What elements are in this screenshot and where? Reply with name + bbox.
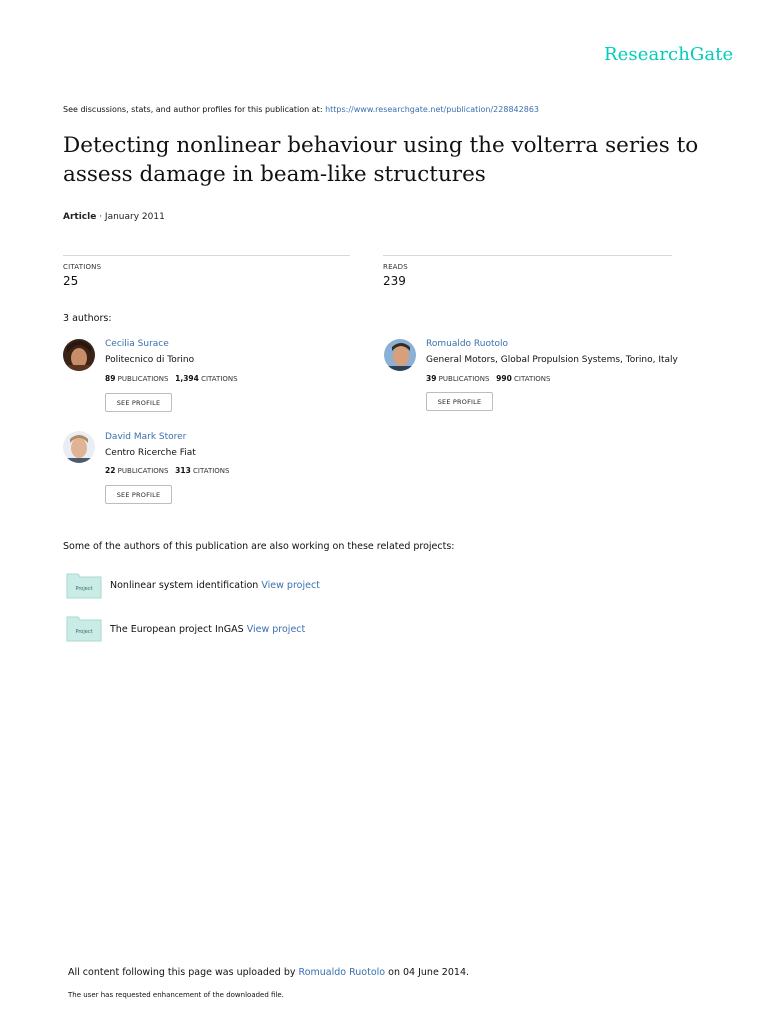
publications-count: 39: [426, 374, 437, 383]
related-projects-heading: Some of the authors of this publication are also working on these related projects:: [63, 541, 455, 552]
publication-title: Detecting nonlinear behaviour using the volterra series to assess damage in beam-like structures: [63, 133, 699, 187]
author-affiliation: Politecnico di Torino: [105, 355, 195, 365]
enhancement-note: The user has requested enhancement of the downloaded file.: [68, 991, 284, 999]
author-photo-icon: [63, 431, 95, 463]
uploader-link[interactable]: Romualdo Ruotolo: [298, 967, 386, 978]
see-profile-button[interactable]: SEE PROFILE: [105, 485, 172, 504]
author-avatar[interactable]: [63, 339, 95, 371]
author-name-link[interactable]: David Mark Storer: [105, 432, 187, 442]
publication-type: Article: [63, 212, 97, 222]
author-affiliation: General Motors, Global Propulsion Systems, Torino, Italy: [426, 355, 678, 365]
author-stats: [105, 374, 238, 383]
author-photo-icon: [63, 339, 95, 371]
author-name-link[interactable]: Cecilia Surace: [105, 339, 169, 349]
project-name: The European project InGAS: [110, 624, 244, 635]
citations-label: CITATIONS: [63, 263, 102, 271]
author-stats: [105, 466, 230, 475]
authors-heading: 3 authors:: [63, 313, 112, 324]
project-icon-label: Project: [75, 629, 93, 635]
author-affiliation: Centro Ricerche Fiat: [105, 448, 196, 458]
citations-label: CITATIONS: [201, 375, 238, 383]
researchgate-logo[interactable]: ResearchGate: [604, 44, 734, 65]
project-item: [110, 580, 320, 591]
reads-count: 239: [383, 274, 406, 288]
author-avatar[interactable]: [63, 431, 95, 463]
reads-label: READS: [383, 263, 408, 271]
citations-count: 25: [63, 274, 79, 288]
citations-count: 990: [496, 374, 512, 383]
see-profile-button[interactable]: SEE PROFILE: [426, 392, 493, 411]
author-avatar[interactable]: [384, 339, 416, 371]
publications-label: PUBLICATIONS: [117, 375, 169, 383]
publication-date: January 2011: [104, 212, 165, 222]
see-profile-button[interactable]: SEE PROFILE: [105, 393, 172, 412]
upload-prefix: All content following this page was uploaded by: [68, 967, 296, 978]
discussion-line: [63, 105, 539, 114]
project-icon-label: Project: [75, 586, 93, 592]
citations-label: CITATIONS: [193, 467, 230, 475]
publications-count: 22: [105, 466, 116, 475]
upload-note: [68, 967, 469, 978]
publications-label: PUBLICATIONS: [117, 467, 169, 475]
citations-count: 313: [175, 466, 191, 475]
author-stats: [426, 374, 551, 383]
project-folder-icon: [66, 571, 102, 599]
citations-divider: [63, 255, 350, 256]
citations-label: CITATIONS: [514, 375, 551, 383]
project-folder-icon: [66, 614, 102, 642]
citations-count: 1,394: [175, 374, 199, 383]
view-project-link[interactable]: View project: [261, 580, 320, 591]
upload-date: on 04 June 2014.: [388, 967, 470, 978]
publications-count: 89: [105, 374, 116, 383]
publication-url-link[interactable]: https://www.researchgate.net/publication/228842863: [325, 105, 539, 114]
project-name: Nonlinear system identification: [110, 580, 259, 591]
meta-separator: ·: [96, 212, 105, 222]
discussion-prefix: See discussions, stats, and author profiles for this publication at:: [63, 105, 323, 114]
author-name-link[interactable]: Romualdo Ruotolo: [426, 339, 509, 349]
publications-label: PUBLICATIONS: [438, 375, 490, 383]
reads-divider: [383, 255, 672, 256]
view-project-link[interactable]: View project: [246, 624, 306, 635]
project-item: [110, 624, 305, 635]
author-photo-icon: [384, 339, 416, 371]
publication-meta: [63, 212, 165, 222]
